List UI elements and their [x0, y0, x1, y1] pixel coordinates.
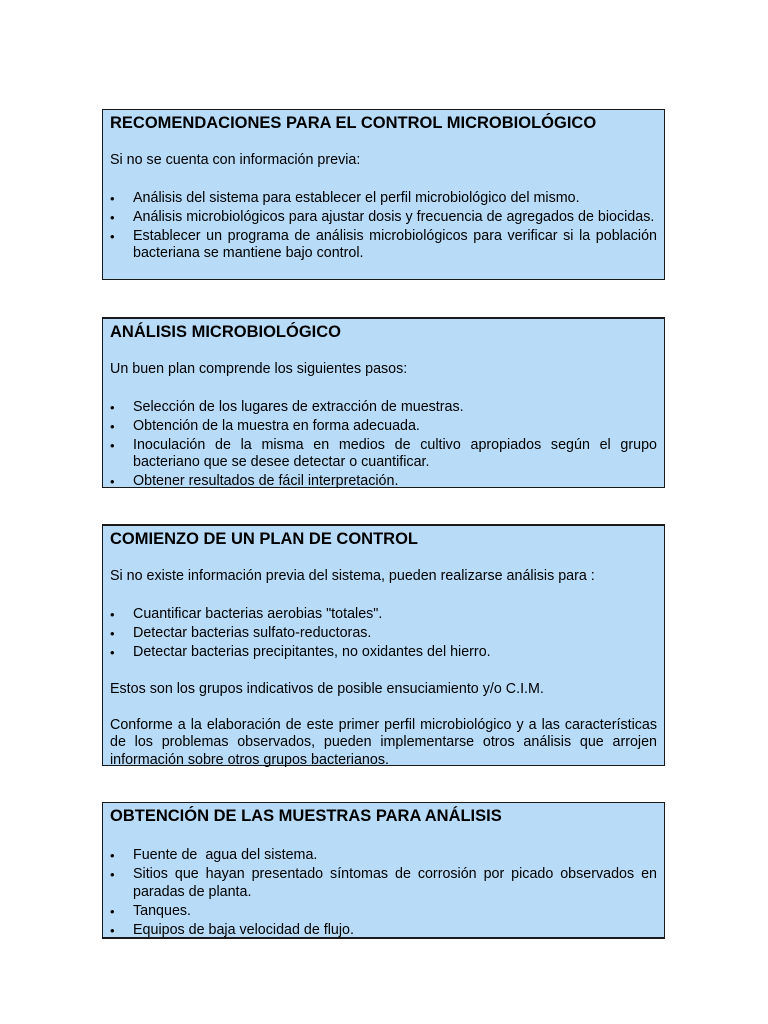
bullet-list [110, 847, 657, 939]
list-item: • Tanques. [110, 902, 192, 919]
list-item: • Análisis del sistema para establecer el perfil microbiológico del mismo. [110, 189, 580, 206]
bullet-icon: • [110, 606, 115, 622]
box-lead-text: Un buen plan comprende los siguientes pasos: [110, 361, 408, 377]
bullet-icon: • [110, 228, 115, 244]
bullet-icon: • [110, 644, 115, 660]
list-item: • Análisis microbiológicos para ajustar dosis y frecuencia de agregados de biocidas. [110, 208, 655, 225]
bullet-list [110, 399, 657, 491]
bullet-icon: • [110, 922, 115, 938]
bullet-icon: • [110, 190, 115, 206]
bullet-icon: • [110, 625, 115, 641]
bullet-icon: • [110, 209, 115, 225]
obtencion-box [102, 802, 665, 939]
bullet-icon: • [110, 399, 115, 415]
list-item: • Obtener resultados de fácil interpretación. [110, 473, 399, 489]
box-title: OBTENCIÓN DE LAS MUESTRAS PARA ANÁLISIS [110, 807, 502, 825]
list-item: • Detectar bacterias precipitantes, no oxidantes del hierro. [110, 643, 491, 660]
comienzo-box [102, 524, 665, 766]
list-item: • Detectar bacterias sulfato-reductoras. [110, 624, 372, 641]
box-lead-text: Si no existe información previa del sistema, pueden realizarse análisis para : [110, 568, 595, 584]
box-title: COMIENZO DE UN PLAN DE CONTROL [110, 530, 418, 548]
analisis-box [102, 317, 665, 488]
box-paragraph: Estos son los grupos indicativos de posible ensuciamiento y/o C.I.M. [110, 681, 544, 697]
list-item: • Sitios que hayan presentado síntomas de corrosión por picado observados en paradas de planta. [110, 866, 657, 900]
bullet-icon: • [110, 474, 115, 489]
bullet-icon: • [110, 418, 115, 434]
list-item: • Establecer un programa de análisis microbiológicos para verificar si la población bacteriana se mantiene bajo control. [110, 227, 657, 261]
bullet-icon: • [110, 903, 115, 919]
list-item: • Obtención de la muestra en forma adecuada. [110, 417, 420, 434]
box-title: ANÁLISIS MICROBIOLÓGICO [110, 323, 341, 341]
recomendaciones-box [102, 109, 665, 280]
box-lead-text: Si no se cuenta con información previa: [110, 152, 361, 168]
bullet-list [110, 190, 657, 263]
bullet-icon: • [110, 848, 115, 863]
box-title: RECOMENDACIONES PARA EL CONTROL MICROBIOLÓGICO [110, 114, 597, 132]
list-item: • Inoculación de la misma en medios de cultivo apropiados según el grupo bacteriano que se desee detectar o cuantificar. [110, 436, 657, 470]
list-item: • Cuantificar bacterias aerobias "totales". [110, 605, 383, 622]
bullet-list [110, 606, 657, 662]
bullet-icon: • [110, 867, 115, 882]
list-item: • Selección de los lugares de extracción de muestras. [110, 398, 464, 415]
bullet-icon: • [110, 437, 115, 453]
list-item: • Fuente de agua del sistema. [110, 847, 318, 863]
box-paragraph: Conforme a la elaboración de este primer perfil microbiológico y a las características de los problemas observados, pueden implementarse otros análisis que arrojen información sobre otros grupos bacterianos. [110, 716, 657, 768]
list-item: • Equipos de baja velocidad de flujo. [110, 921, 354, 938]
